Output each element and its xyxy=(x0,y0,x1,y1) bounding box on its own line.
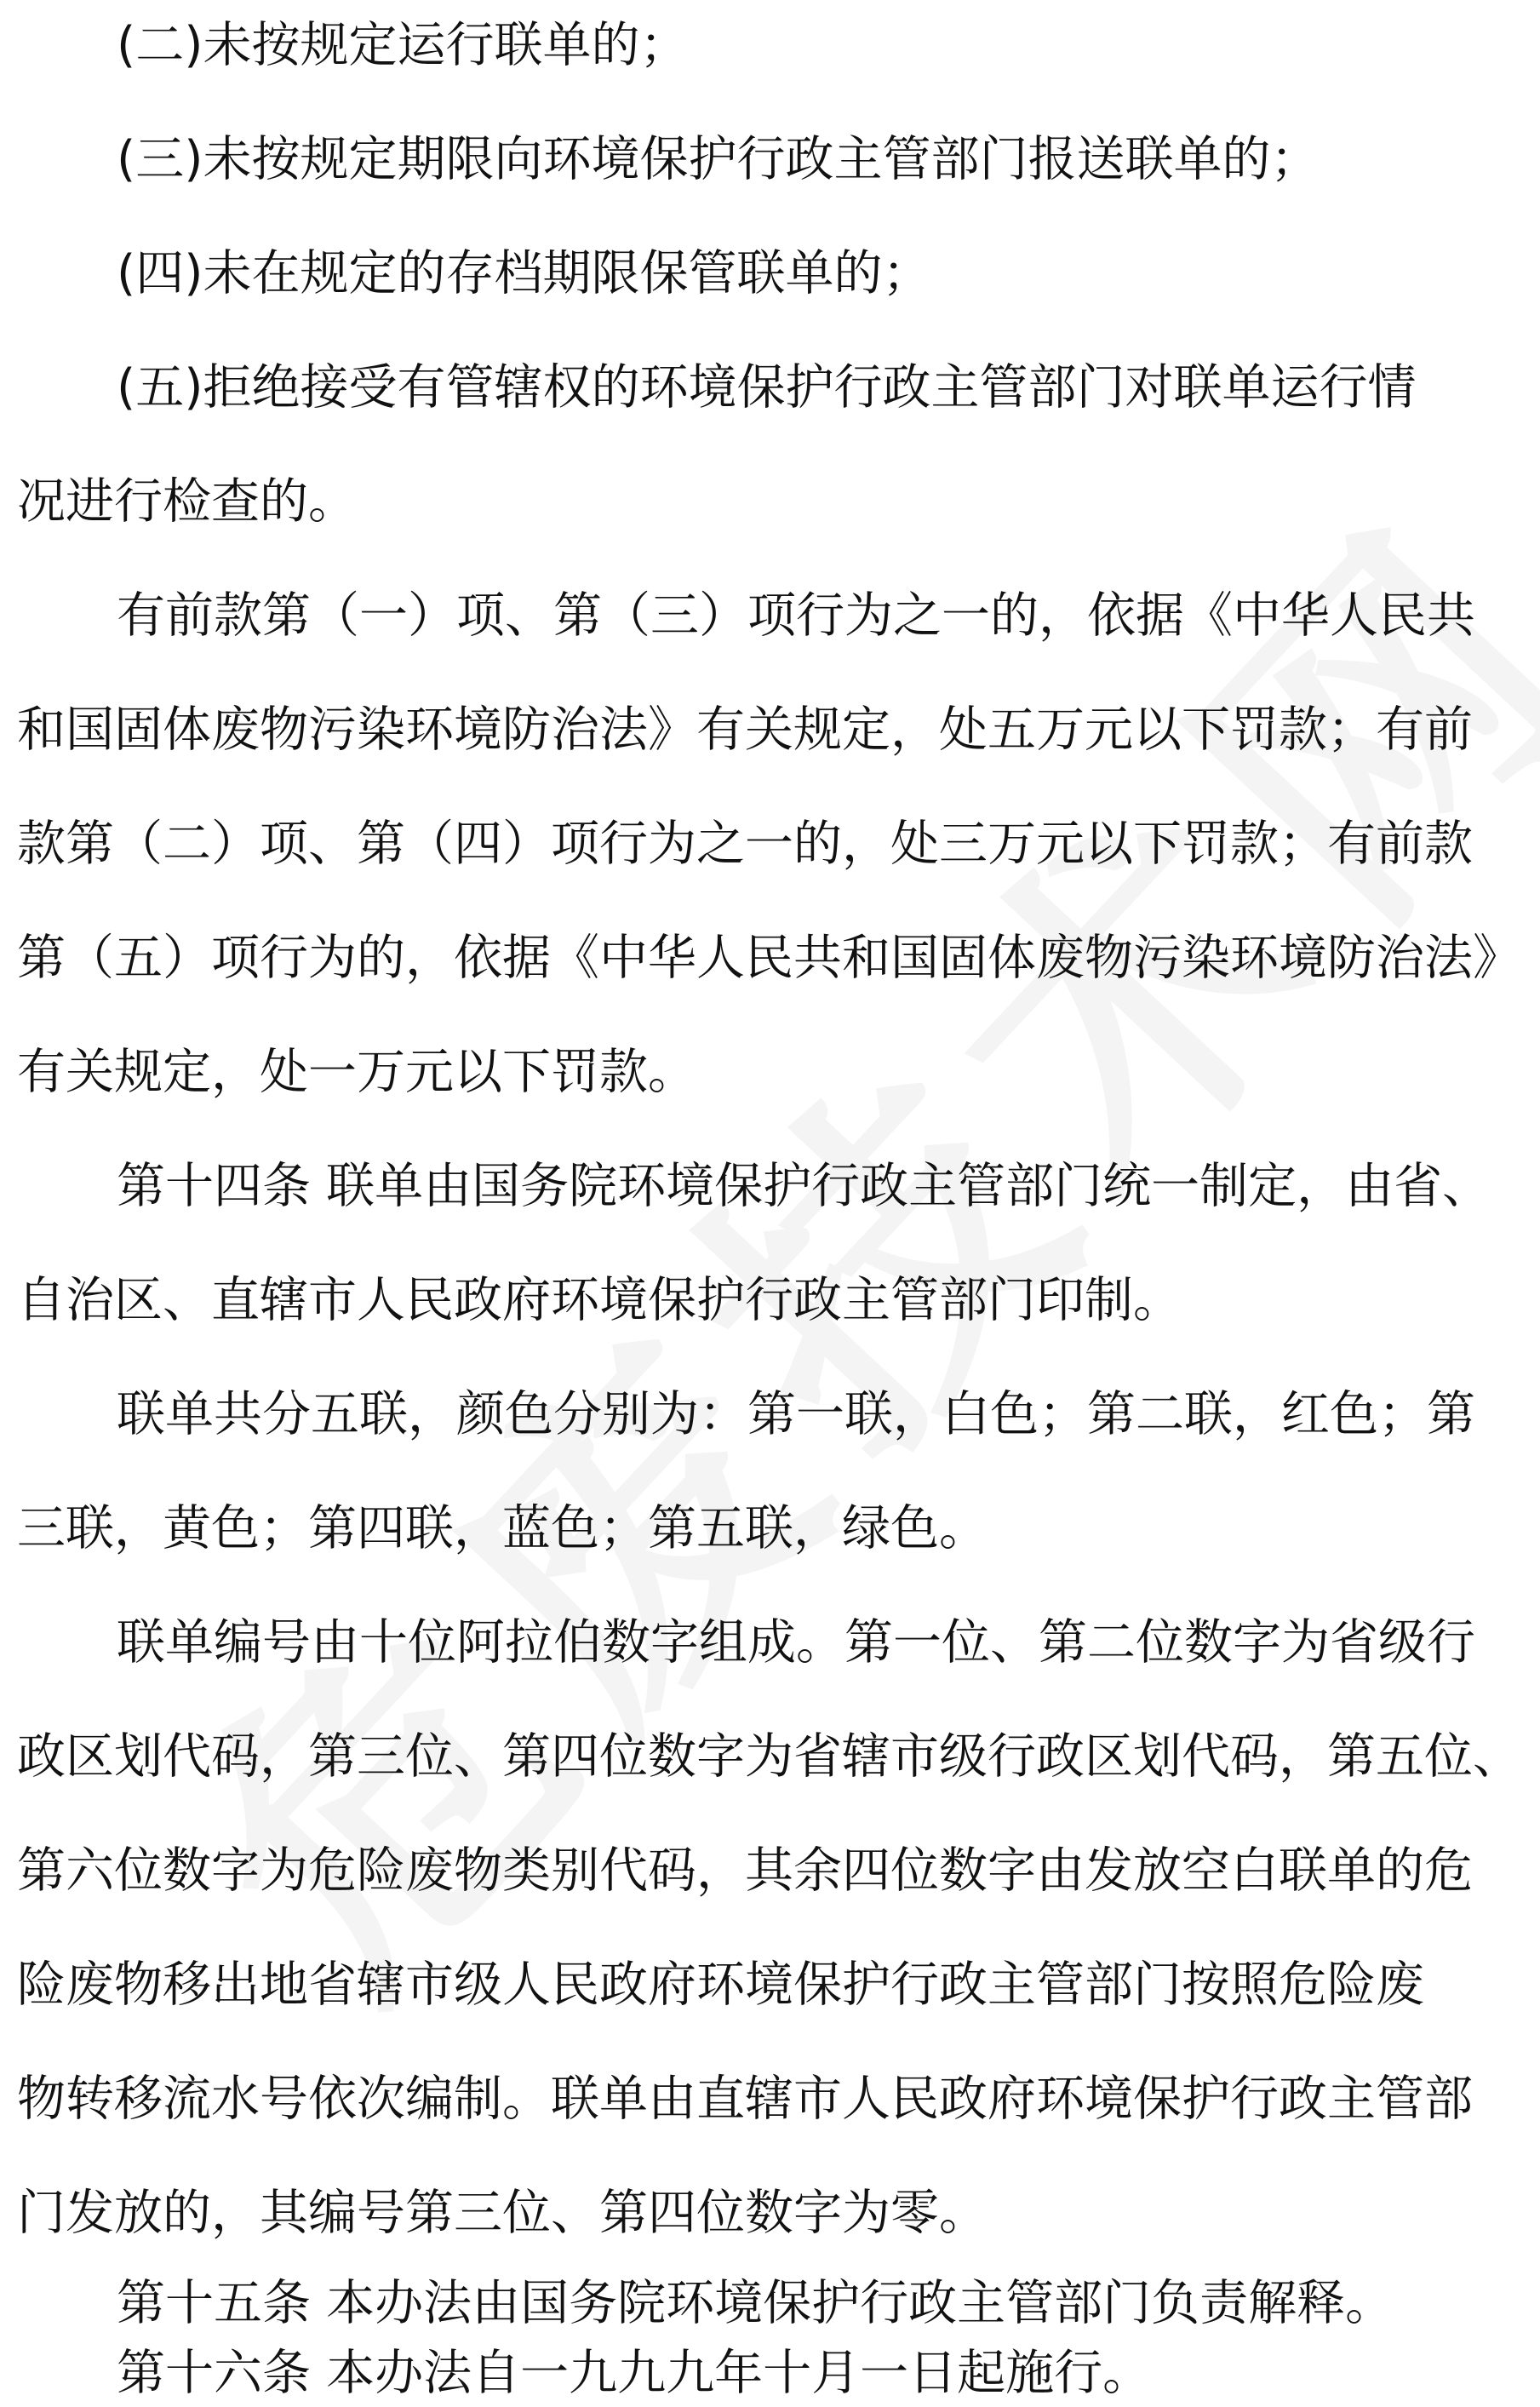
paragraph-line: 险废物移出地省辖市级人民政府环境保护行政主管部门按照危险废 xyxy=(17,1957,1424,2013)
article-14-line: 第十四条 联单由国务院环境保护行政主管部门统一制定，由省、 xyxy=(117,1158,1491,1214)
paragraph-line: (三)未按规定期限向环境保护行政主管部门报送联单的； xyxy=(117,131,1320,187)
paragraph-line: 政区划代码，第三位、第四位数字为省辖市级行政区划代码，第五位、 xyxy=(17,1728,1521,1785)
paragraph-line: 款第（二）项、第（四）项行为之一的，处三万元以下罚款；有前款 xyxy=(17,816,1473,872)
paragraph-line: 况进行检查的。 xyxy=(17,473,357,530)
paragraph-line: 第六位数字为危险废物类别代码，其余四位数字由发放空白联单的危 xyxy=(17,1843,1473,1899)
paragraph-line: (四)未在规定的存档期限保管联单的； xyxy=(117,245,931,301)
paragraph-line: 和国固体废物污染环境防治法》有关规定，处五万元以下罚款；有前 xyxy=(17,702,1473,758)
paragraph-line: 有关规定，处一万元以下罚款。 xyxy=(17,1044,696,1100)
paragraph-line: (五)拒绝接受有管辖权的环境保护行政主管部门对联单运行情 xyxy=(117,359,1417,415)
paragraph-line: 门发放的，其编号第三位、第四位数字为零。 xyxy=(17,2185,988,2241)
paragraph-line: 三联，黄色；第四联，蓝色；第五联，绿色。 xyxy=(17,1500,988,1556)
paragraph-line: 物转移流水号依次编制。联单由直辖市人民政府环境保护行政主管部 xyxy=(17,2071,1473,2127)
paragraph-line: (二)未按规定运行联单的； xyxy=(117,17,689,73)
paragraph-line: 自治区、直辖市人民政府环境保护行政主管部门印制。 xyxy=(17,1272,1182,1328)
article-16-line: 第十六条 本办法自一九九九年十月一日起施行。 xyxy=(117,2345,1152,2401)
paragraph-line: 联单共分五联，颜色分别为：第一联，白色；第二联，红色；第 xyxy=(117,1386,1475,1442)
article-15-line: 第十五条 本办法由国务院环境保护行政主管部门负责解释。 xyxy=(117,2275,1394,2331)
paragraph-line: 联单编号由十位阿拉伯数字组成。第一位、第二位数字为省级行 xyxy=(117,1614,1475,1671)
paragraph-line: 有前款第（一）项、第（三）项行为之一的，依据《中华人民共 xyxy=(117,587,1475,644)
paragraph-line: 第（五）项行为的，依据《中华人民共和国固体废物污染环境防治法》 xyxy=(17,930,1521,986)
